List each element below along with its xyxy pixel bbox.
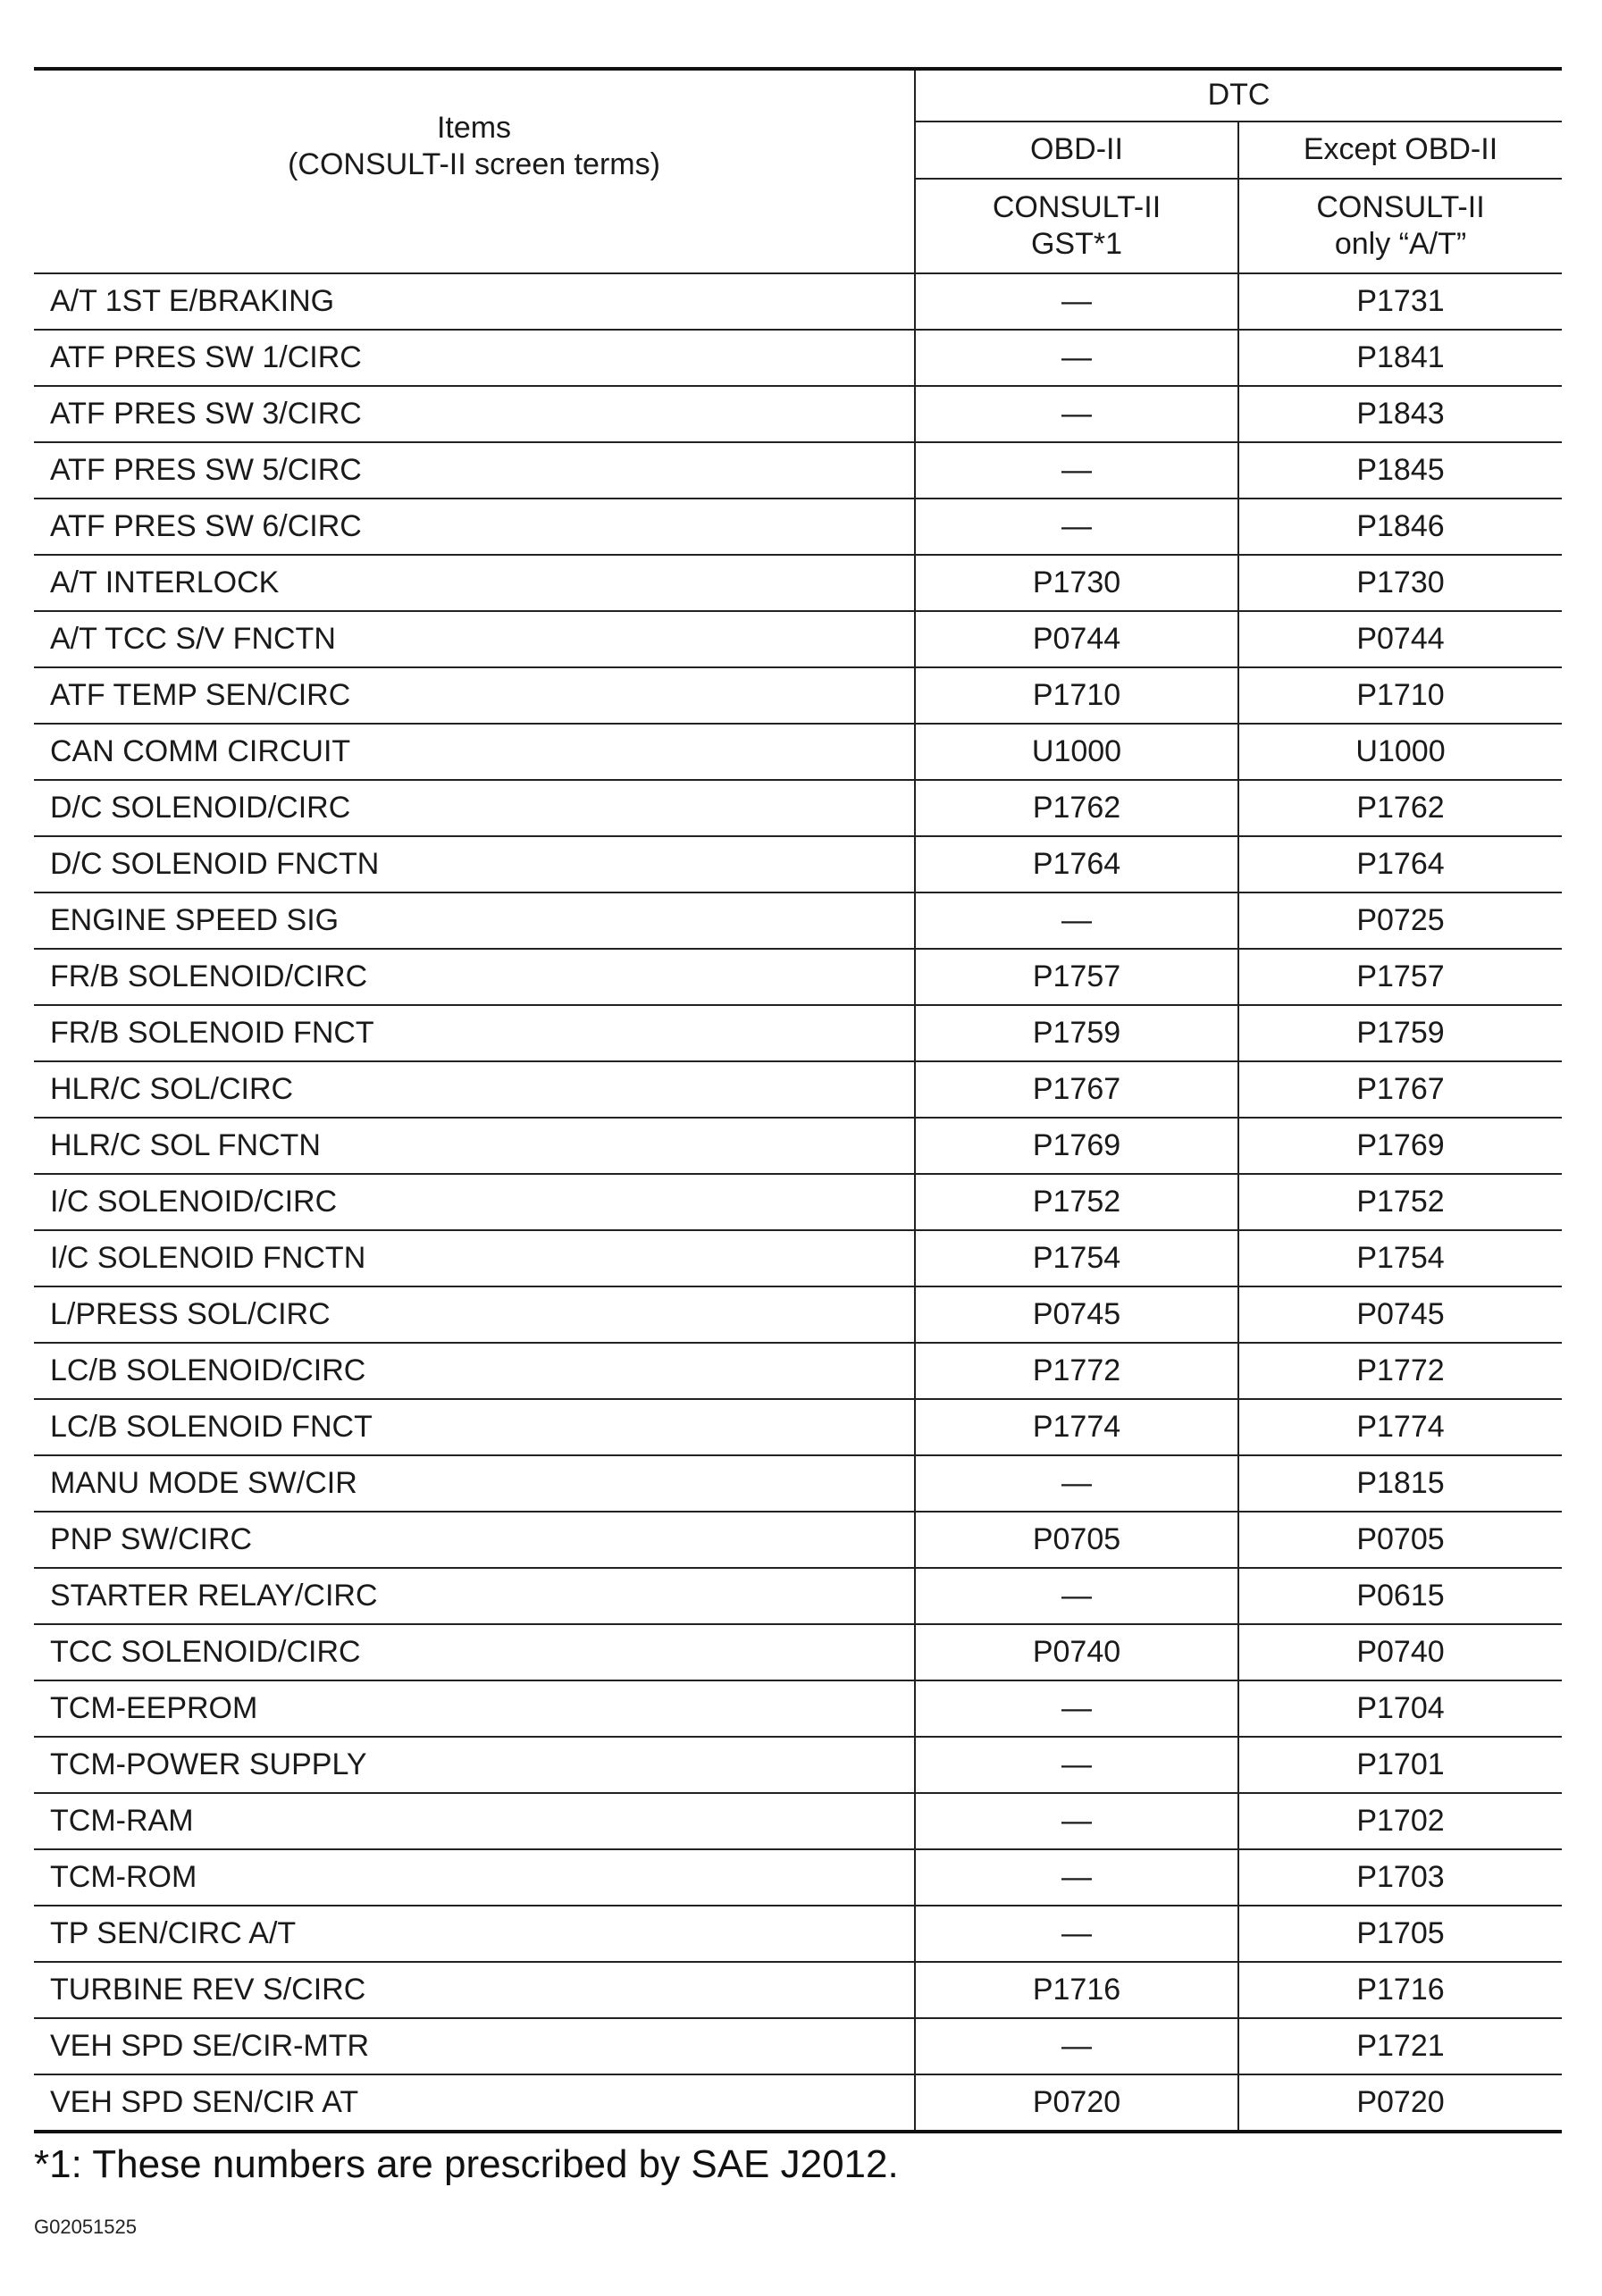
except-obd-dtc-cell: P1772 — [1238, 1343, 1562, 1399]
item-cell: TCC SOLENOID/CIRC — [34, 1624, 915, 1680]
obd-dtc-cell: P1762 — [915, 780, 1238, 836]
table-header — [34, 69, 1562, 273]
item-cell: TCM-RAM — [34, 1793, 915, 1849]
item-cell: FR/B SOLENOID FNCT — [34, 1005, 915, 1061]
item-cell: TURBINE REV S/CIRC — [34, 1962, 915, 2018]
dtc-table — [34, 67, 1562, 2133]
item-cell: TCM-ROM — [34, 1849, 915, 1906]
table-body — [34, 273, 1562, 2132]
obd-dtc-cell: — — [915, 1680, 1238, 1737]
obd-dtc-cell: — — [915, 330, 1238, 386]
obd-dtc-cell: — — [915, 1793, 1238, 1849]
except-subheader-line2: only “A/T” — [1334, 227, 1467, 261]
item-cell: PNP SW/CIRC — [34, 1512, 915, 1568]
footnote: *1: These numbers are prescribed by SAE J2012. — [34, 2142, 899, 2186]
item-cell: I/C SOLENOID FNCTN — [34, 1230, 915, 1286]
table-row — [34, 1343, 1562, 1399]
item-cell: ATF PRES SW 1/CIRC — [34, 330, 915, 386]
item-cell: ATF TEMP SEN/CIRC — [34, 667, 915, 724]
item-cell: FR/B SOLENOID/CIRC — [34, 949, 915, 1005]
except-obd-dtc-cell: P1845 — [1238, 442, 1562, 499]
except-obd-dtc-cell: P0720 — [1238, 2074, 1562, 2132]
table-row — [34, 1962, 1562, 2018]
item-cell: L/PRESS SOL/CIRC — [34, 1286, 915, 1343]
item-cell: HLR/C SOL FNCTN — [34, 1118, 915, 1174]
except-obd-dtc-cell: P1703 — [1238, 1849, 1562, 1906]
table-row — [34, 2074, 1562, 2132]
except-obd-dtc-cell: P1716 — [1238, 1962, 1562, 2018]
table-row — [34, 1624, 1562, 1680]
except-obd-dtc-cell: P0745 — [1238, 1286, 1562, 1343]
item-cell: HLR/C SOL/CIRC — [34, 1061, 915, 1118]
table-row — [34, 667, 1562, 724]
table-row — [34, 949, 1562, 1005]
table-row — [34, 1174, 1562, 1230]
table-row — [34, 836, 1562, 892]
table-row — [34, 1512, 1562, 1568]
table-row — [34, 1286, 1562, 1343]
except-obd-dtc-cell: P1752 — [1238, 1174, 1562, 1230]
table-row — [34, 2018, 1562, 2074]
except-obd-dtc-cell: P1843 — [1238, 386, 1562, 442]
except-obd-dtc-cell: P0744 — [1238, 611, 1562, 667]
obd-dtc-cell: — — [915, 1455, 1238, 1512]
except-obd-dtc-cell: P1701 — [1238, 1737, 1562, 1793]
obd-dtc-cell: P0720 — [915, 2074, 1238, 2132]
item-cell: D/C SOLENOID/CIRC — [34, 780, 915, 836]
except-obd-dtc-cell: P1774 — [1238, 1399, 1562, 1455]
except-obd-dtc-cell: P1730 — [1238, 555, 1562, 611]
obd-dtc-cell: P0744 — [915, 611, 1238, 667]
obd-dtc-cell: — — [915, 1737, 1238, 1793]
item-cell: MANU MODE SW/CIR — [34, 1455, 915, 1512]
obd-dtc-cell: — — [915, 273, 1238, 330]
obd-dtc-cell: P1759 — [915, 1005, 1238, 1061]
obd-dtc-cell: — — [915, 1568, 1238, 1624]
item-cell: I/C SOLENOID/CIRC — [34, 1174, 915, 1230]
obd-dtc-cell: — — [915, 499, 1238, 555]
obd-dtc-cell: P1764 — [915, 836, 1238, 892]
obd-dtc-cell: P0705 — [915, 1512, 1238, 1568]
obd-dtc-cell: — — [915, 892, 1238, 949]
obd-column-header: OBD-II — [915, 122, 1238, 179]
except-obd-dtc-cell: P1702 — [1238, 1793, 1562, 1849]
table-row — [34, 1399, 1562, 1455]
item-cell: LC/B SOLENOID/CIRC — [34, 1343, 915, 1399]
obd-dtc-cell: P1710 — [915, 667, 1238, 724]
table-row — [34, 1568, 1562, 1624]
except-obd-dtc-cell: P1769 — [1238, 1118, 1562, 1174]
obd-subheader — [915, 179, 1238, 273]
table-row — [34, 386, 1562, 442]
table-row — [34, 1061, 1562, 1118]
figure-id: G02051525 — [34, 2216, 137, 2238]
except-obd-dtc-cell: P1846 — [1238, 499, 1562, 555]
obd-dtc-cell: P1772 — [915, 1343, 1238, 1399]
obd-dtc-cell: P1716 — [915, 1962, 1238, 2018]
table-row — [34, 442, 1562, 499]
table-row — [34, 780, 1562, 836]
obd-dtc-cell: — — [915, 442, 1238, 499]
table-row — [34, 555, 1562, 611]
table-row — [34, 1906, 1562, 1962]
item-cell: D/C SOLENOID FNCTN — [34, 836, 915, 892]
except-subheader-line1: CONSULT-II — [1316, 189, 1485, 224]
table-row — [34, 1849, 1562, 1906]
item-cell: A/T INTERLOCK — [34, 555, 915, 611]
table-row — [34, 611, 1562, 667]
except-obd-dtc-cell: U1000 — [1238, 724, 1562, 780]
item-cell: VEH SPD SE/CIR-MTR — [34, 2018, 915, 2074]
obd-dtc-cell: P1757 — [915, 949, 1238, 1005]
obd-dtc-cell: — — [915, 1849, 1238, 1906]
except-obd-dtc-cell: P1710 — [1238, 667, 1562, 724]
obd-dtc-cell: P1730 — [915, 555, 1238, 611]
obd-dtc-cell: P1767 — [915, 1061, 1238, 1118]
item-cell: ENGINE SPEED SIG — [34, 892, 915, 949]
table-row — [34, 499, 1562, 555]
items-header-line1: Items — [436, 111, 512, 145]
obd-dtc-cell: — — [915, 2018, 1238, 2074]
table-row — [34, 892, 1562, 949]
item-cell: TP SEN/CIRC A/T — [34, 1906, 915, 1962]
item-cell: ATF PRES SW 6/CIRC — [34, 499, 915, 555]
except-obd-dtc-cell: P1759 — [1238, 1005, 1562, 1061]
obd-dtc-cell: — — [915, 1906, 1238, 1962]
item-cell: LC/B SOLENOID FNCT — [34, 1399, 915, 1455]
table-row — [34, 1680, 1562, 1737]
except-obd-dtc-cell: P1704 — [1238, 1680, 1562, 1737]
except-obd-dtc-cell: P1762 — [1238, 780, 1562, 836]
obd-subheader-line1: CONSULT-II — [992, 189, 1162, 224]
item-cell: VEH SPD SEN/CIR AT — [34, 2074, 915, 2132]
obd-dtc-cell: P0745 — [915, 1286, 1238, 1343]
item-cell: TCM-POWER SUPPLY — [34, 1737, 915, 1793]
except-obd-dtc-cell: P0615 — [1238, 1568, 1562, 1624]
item-cell: ATF PRES SW 3/CIRC — [34, 386, 915, 442]
obd-dtc-cell: U1000 — [915, 724, 1238, 780]
table-row — [34, 1230, 1562, 1286]
item-cell: A/T TCC S/V FNCTN — [34, 611, 915, 667]
item-cell: TCM-EEPROM — [34, 1680, 915, 1737]
except-obd-column-header: Except OBD-II — [1238, 122, 1562, 179]
obd-dtc-cell: P0740 — [915, 1624, 1238, 1680]
except-obd-dtc-cell: P1841 — [1238, 330, 1562, 386]
except-obd-dtc-cell: P1767 — [1238, 1061, 1562, 1118]
except-obd-dtc-cell: P0740 — [1238, 1624, 1562, 1680]
except-obd-dtc-cell: P0705 — [1238, 1512, 1562, 1568]
except-obd-dtc-cell: P1754 — [1238, 1230, 1562, 1286]
dtc-group-header: DTC — [915, 69, 1562, 122]
item-cell: STARTER RELAY/CIRC — [34, 1568, 915, 1624]
obd-dtc-cell: P1774 — [915, 1399, 1238, 1455]
items-column-header — [34, 69, 915, 273]
except-obd-dtc-cell: P1764 — [1238, 836, 1562, 892]
item-cell: CAN COMM CIRCUIT — [34, 724, 915, 780]
except-obd-dtc-cell: P1815 — [1238, 1455, 1562, 1512]
except-obd-dtc-cell: P0725 — [1238, 892, 1562, 949]
table-row — [34, 1737, 1562, 1793]
obd-dtc-cell: P1752 — [915, 1174, 1238, 1230]
obd-dtc-cell: P1754 — [915, 1230, 1238, 1286]
table-row — [34, 724, 1562, 780]
obd-subheader-line2: GST*1 — [1030, 227, 1123, 261]
item-cell: A/T 1ST E/BRAKING — [34, 273, 915, 330]
except-obd-dtc-cell: P1705 — [1238, 1906, 1562, 1962]
items-header-line2: (CONSULT-II screen terms) — [288, 147, 660, 182]
obd-dtc-cell: — — [915, 386, 1238, 442]
table-row — [34, 1455, 1562, 1512]
item-cell: ATF PRES SW 5/CIRC — [34, 442, 915, 499]
table-row — [34, 1793, 1562, 1849]
except-obd-dtc-cell: P1721 — [1238, 2018, 1562, 2074]
table-row — [34, 273, 1562, 330]
table-row — [34, 1118, 1562, 1174]
except-obd-subheader — [1238, 179, 1562, 273]
obd-dtc-cell: P1769 — [915, 1118, 1238, 1174]
except-obd-dtc-cell: P1757 — [1238, 949, 1562, 1005]
except-obd-dtc-cell: P1731 — [1238, 273, 1562, 330]
table-row — [34, 1005, 1562, 1061]
table-row — [34, 330, 1562, 386]
